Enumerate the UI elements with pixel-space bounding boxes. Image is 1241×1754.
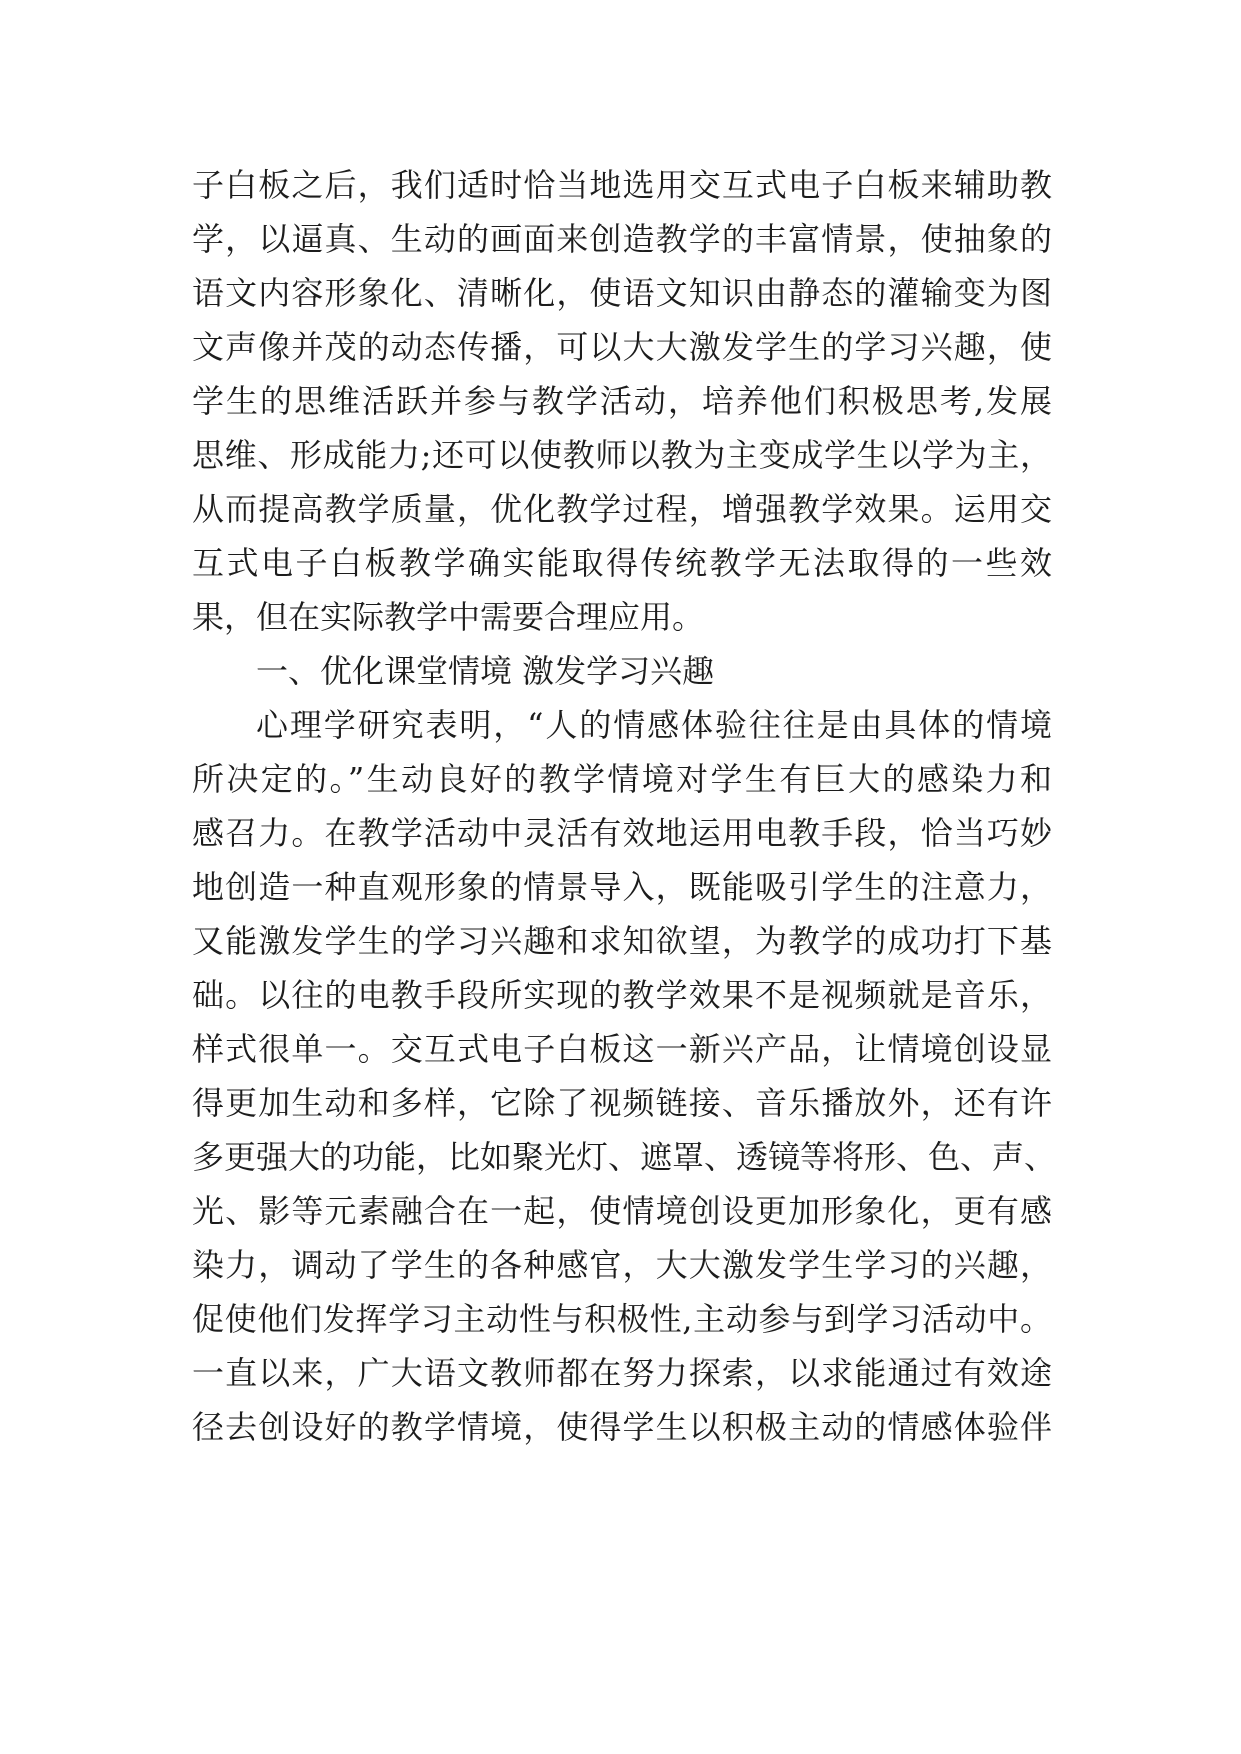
text-line: 得更加生动和多样，它除了视频链接、音乐播放外，还有许 bbox=[192, 1084, 1052, 1122]
text-line: 光、影等元素融合在一起，使情境创设更加形象化，更有感 bbox=[192, 1192, 1052, 1230]
text-line: 所决定的。”生动良好的教学情境对学生有巨大的感染力和 bbox=[192, 760, 1052, 798]
text-line: 文声像并茂的动态传播，可以大大激发学生的学习兴趣，使 bbox=[192, 328, 1052, 366]
text-line: 学，以逼真、生动的画面来创造教学的丰富情景，使抽象的 bbox=[192, 220, 1052, 258]
body-text bbox=[192, 158, 1057, 1454]
text-line: 多更强大的功能，比如聚光灯、遮罩、透镜等将形、色、声、 bbox=[192, 1138, 1057, 1176]
section-heading: 一、优化课堂情境 激发学习兴趣 bbox=[256, 652, 715, 690]
text-line: 果，但在实际教学中需要合理应用。 bbox=[192, 598, 705, 636]
text-line: 语文内容形象化、清晰化，使语文知识由静态的灌输变为图 bbox=[192, 274, 1052, 312]
text-line: 样式很单一。交互式电子白板这一新兴产品，让情境创设显 bbox=[192, 1030, 1052, 1068]
text-line: 思维、形成能力;还可以使教师以教为主变成学生以学为主， bbox=[192, 436, 1052, 474]
text-line: 子白板之后，我们适时恰当地选用交互式电子白板来辅助教 bbox=[192, 166, 1052, 204]
text-line: 感召力。在教学活动中灵活有效地运用电教手段，恰当巧妙 bbox=[192, 814, 1052, 852]
text-line: 促使他们发挥学习主动性与积极性,主动参与到学习活动中。 bbox=[192, 1300, 1052, 1338]
text-line: 从而提高教学质量，优化教学过程，增强教学效果。运用交 bbox=[192, 490, 1052, 528]
text-line: 学生的思维活跃并参与教学活动，培养他们积极思考,发展 bbox=[192, 382, 1052, 420]
text-line: 一直以来，广大语文教师都在努力探索，以求能通过有效途 bbox=[192, 1354, 1052, 1392]
text-line: 础。以往的电教手段所实现的教学效果不是视频就是音乐， bbox=[192, 976, 1052, 1014]
text-line: 又能激发学生的学习兴趣和求知欲望，为教学的成功打下基 bbox=[192, 922, 1052, 960]
paragraph-first-line: 心理学研究表明，“人的情感体验往往是由具体的情境 bbox=[256, 706, 1052, 744]
text-line: 径去创设好的教学情境，使得学生以积极主动的情感体验伴 bbox=[192, 1408, 1052, 1446]
text-line: 地创造一种直观形象的情景导入，既能吸引学生的注意力， bbox=[192, 868, 1052, 906]
text-line: 互式电子白板教学确实能取得传统教学无法取得的一些效 bbox=[192, 544, 1052, 582]
text-line: 染力，调动了学生的各种感官，大大激发学生学习的兴趣， bbox=[192, 1246, 1052, 1284]
